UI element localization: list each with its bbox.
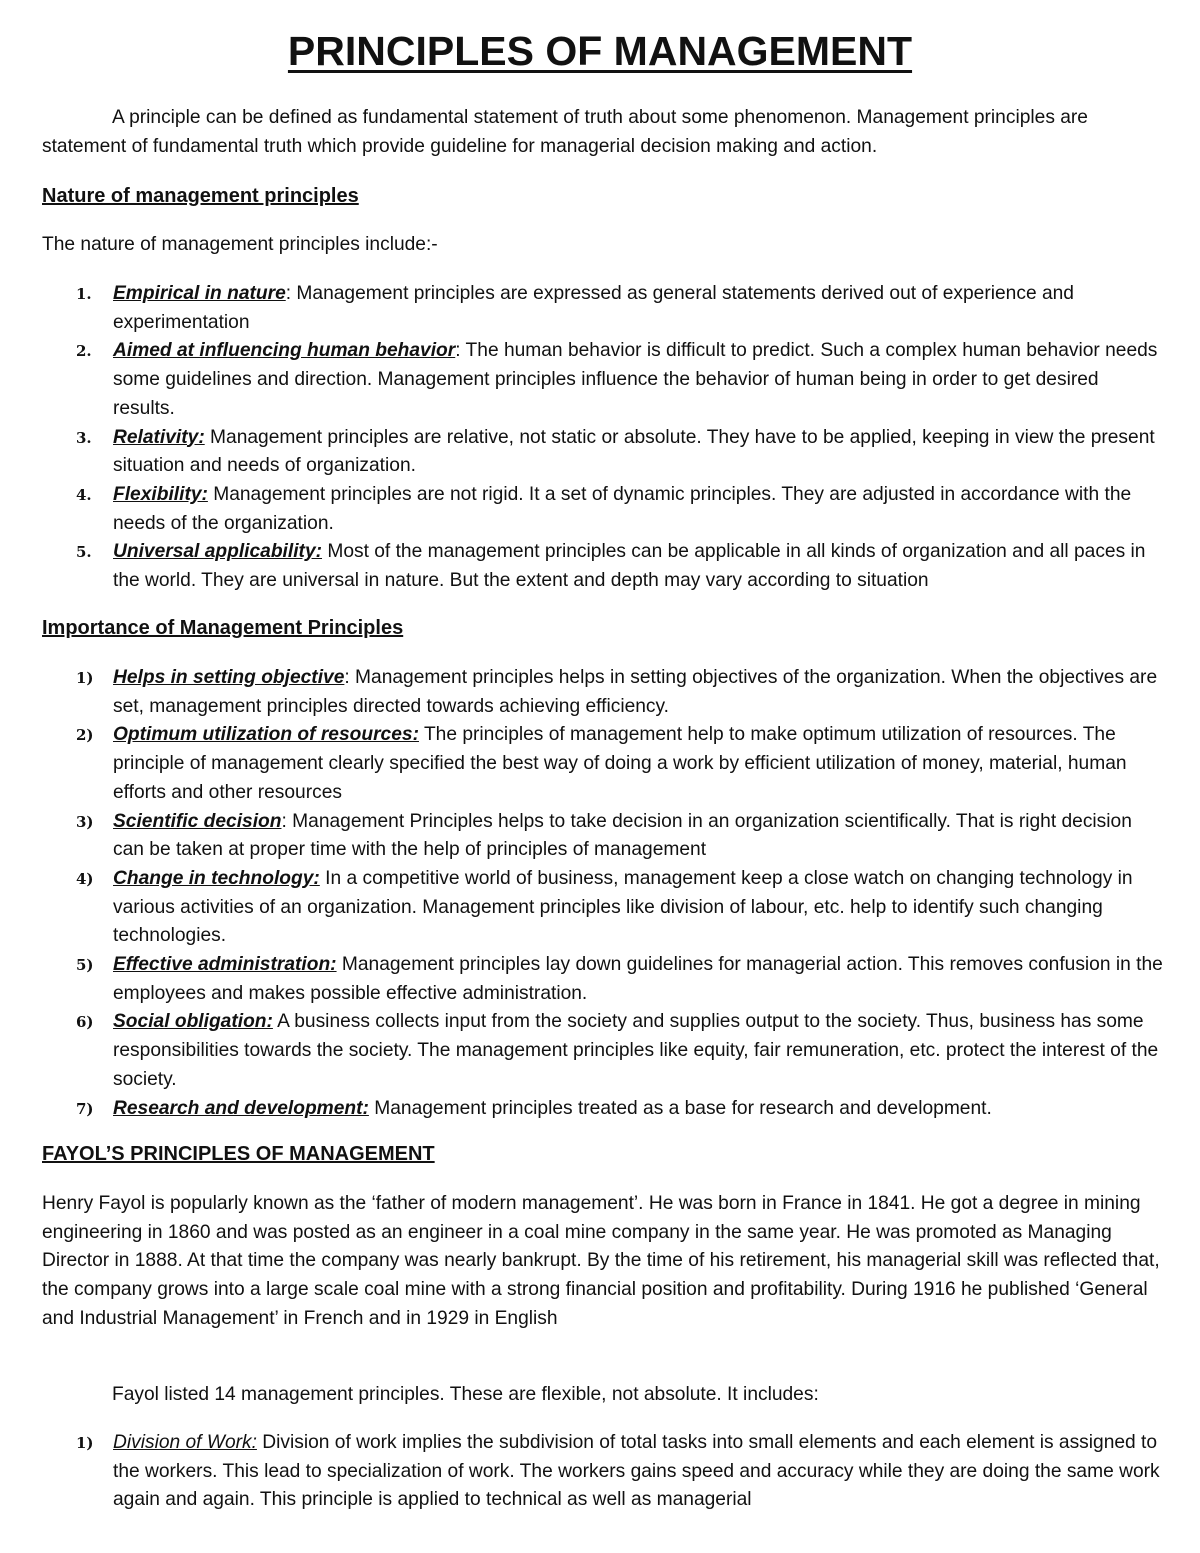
item-text: Management principles are not rigid. It a set of dynamic principles. They are adjusted in accordance with the needs of the organization. — [113, 483, 1132, 534]
item-separator: : — [285, 283, 292, 304]
item-number: 6) — [76, 1013, 94, 1032]
item-term: Optimum utilization of resources: — [113, 724, 419, 746]
item-text: Most of the management principles can be applicable in all kinds of organization and all paces in the world. They are universal in nature. But the extent and depth may vary according to situation — [113, 541, 1146, 592]
list-item — [0, 865, 1163, 951]
list-item — [0, 808, 1163, 865]
page-title: PRINCIPLES OF MANAGEMENT — [287, 28, 913, 74]
item-text: Management Principles helps to take decision in an organization scientifically. That is right decision can be taken at proper time with the help of principles of management — [113, 810, 1132, 861]
nature-lead: The nature of management principles include:- — [42, 234, 438, 255]
item-term: Research and development: — [113, 1097, 369, 1119]
item-term: Flexibility: — [113, 483, 208, 505]
item-term: Scientific decision — [113, 810, 282, 832]
item-number: 1) — [76, 669, 94, 687]
list-item — [0, 424, 1163, 481]
fayol-lead: Fayol listed 14 management principles. These are flexible, not absolute. It includes: — [112, 1384, 819, 1405]
item-number: 5. — [76, 543, 92, 562]
item-number: 4. — [76, 485, 92, 504]
item-number: 3) — [76, 812, 94, 831]
item-term: Universal applicability: — [113, 541, 323, 563]
list-item — [0, 538, 1163, 595]
item-term: Helps in setting objective — [113, 667, 345, 688]
item-text: Management principles are expressed as general statements derived out of experience and experimentation — [113, 283, 1074, 333]
item-text: Management principles lay down guidelines for managerial action. This removes confusion in the employees and makes possible effective administration. — [113, 954, 1163, 1004]
item-text: Management principles helps in setting objectives of the organization. When the objectives are set, management principles directed towards achieving efficiency. — [113, 667, 1158, 717]
importance-list — [0, 664, 1200, 1123]
item-text: Division of work implies the subdivision of total tasks into small elements and each element is assigned to the workers. This lead to specialization of work. The workers gains speed and accuracy while they are doing the same work again and again. This principle is applied to technical as well as managerial — [113, 1432, 1160, 1511]
fayol-heading: FAYOL’S PRINCIPLES OF MANAGEMENT — [42, 1143, 435, 1165]
item-term: Effective administration: — [113, 954, 337, 976]
item-text: Management principles treated as a base for research and development. — [368, 1097, 992, 1119]
list-item — [0, 951, 1163, 1008]
fayol-list — [0, 1429, 1200, 1515]
list-item — [0, 1429, 1163, 1515]
intro-paragraph: A principle can be defined as fundamental statement of truth about some phenomenon. Management principles are statement of fundamental truth which provide guideline for managerial decision making and action. — [42, 107, 1088, 157]
item-number: 7) — [76, 1099, 94, 1118]
item-term: Empirical in nature — [113, 283, 286, 304]
nature-list — [0, 280, 1200, 596]
list-item — [0, 337, 1163, 423]
fayol-bio: Henry Fayol is popularly known as the ‘father of modern management’. He was born in France in 1841. He got a degree in mining engineering in 1860 and was posted as an engineer in a coal mine company in the same year. He was promoted as Managing Director in 1888. At that time the company was nearly bankrupt. By the time of his retirement, his managerial skill was reflected that, the company grows into a large scale coal mine with a strong financial position and profitability. During 1916 he published ‘General and Industrial Management’ in French and in 1929 in English — [42, 1193, 1160, 1329]
list-item — [0, 1008, 1163, 1094]
item-separator: : — [455, 340, 461, 362]
list-item — [0, 1095, 1163, 1124]
item-number: 1) — [76, 1434, 94, 1452]
list-item — [0, 664, 1163, 721]
item-number: 3. — [76, 428, 92, 447]
list-item — [0, 721, 1163, 807]
item-number: 4) — [76, 869, 94, 888]
item-term: Aimed at influencing human behavior — [113, 340, 456, 362]
item-separator: : — [344, 667, 350, 688]
item-text: A business collects input from the society and supplies output to the society. Thus, business has some responsibilities towards the society. The management principles like equity, fair remuneration, etc. protect the interest of the society. — [113, 1011, 1159, 1090]
nature-heading: Nature of management principles — [42, 185, 359, 207]
item-number: 5) — [76, 956, 94, 975]
item-term: Change in technology: — [113, 867, 320, 889]
item-term: Social obligation: — [113, 1011, 273, 1033]
item-text: In a competitive world of business, management keep a close watch on changing technology in various activities of an organization. Management principles like division of labour, etc. help to identify such changing technologies. — [113, 867, 1133, 947]
item-term: Division of Work: — [113, 1432, 257, 1453]
item-number: 2) — [76, 726, 94, 745]
list-item — [0, 280, 1163, 337]
item-text: Management principles are relative, not static or absolute. They have to be applied, keeping in view the present situation and needs of organization. — [113, 426, 1155, 477]
importance-heading: Importance of Management Principles — [42, 617, 404, 639]
item-text: The human behavior is difficult to predict. Such a complex human behavior needs some guidelines and direction. Management principles influence the behavior of human being in order to get desired results. — [113, 340, 1158, 419]
item-number: 2. — [76, 342, 92, 361]
list-item — [0, 481, 1163, 538]
item-number: 1. — [76, 285, 92, 303]
item-term: Relativity: — [113, 426, 205, 448]
item-separator: : — [281, 810, 287, 832]
item-text: The principles of management help to make optimum utilization of resources. The principle of management clearly specified the best way of doing a work by efficient utilization of money, material, human efforts and other resources — [113, 724, 1127, 803]
